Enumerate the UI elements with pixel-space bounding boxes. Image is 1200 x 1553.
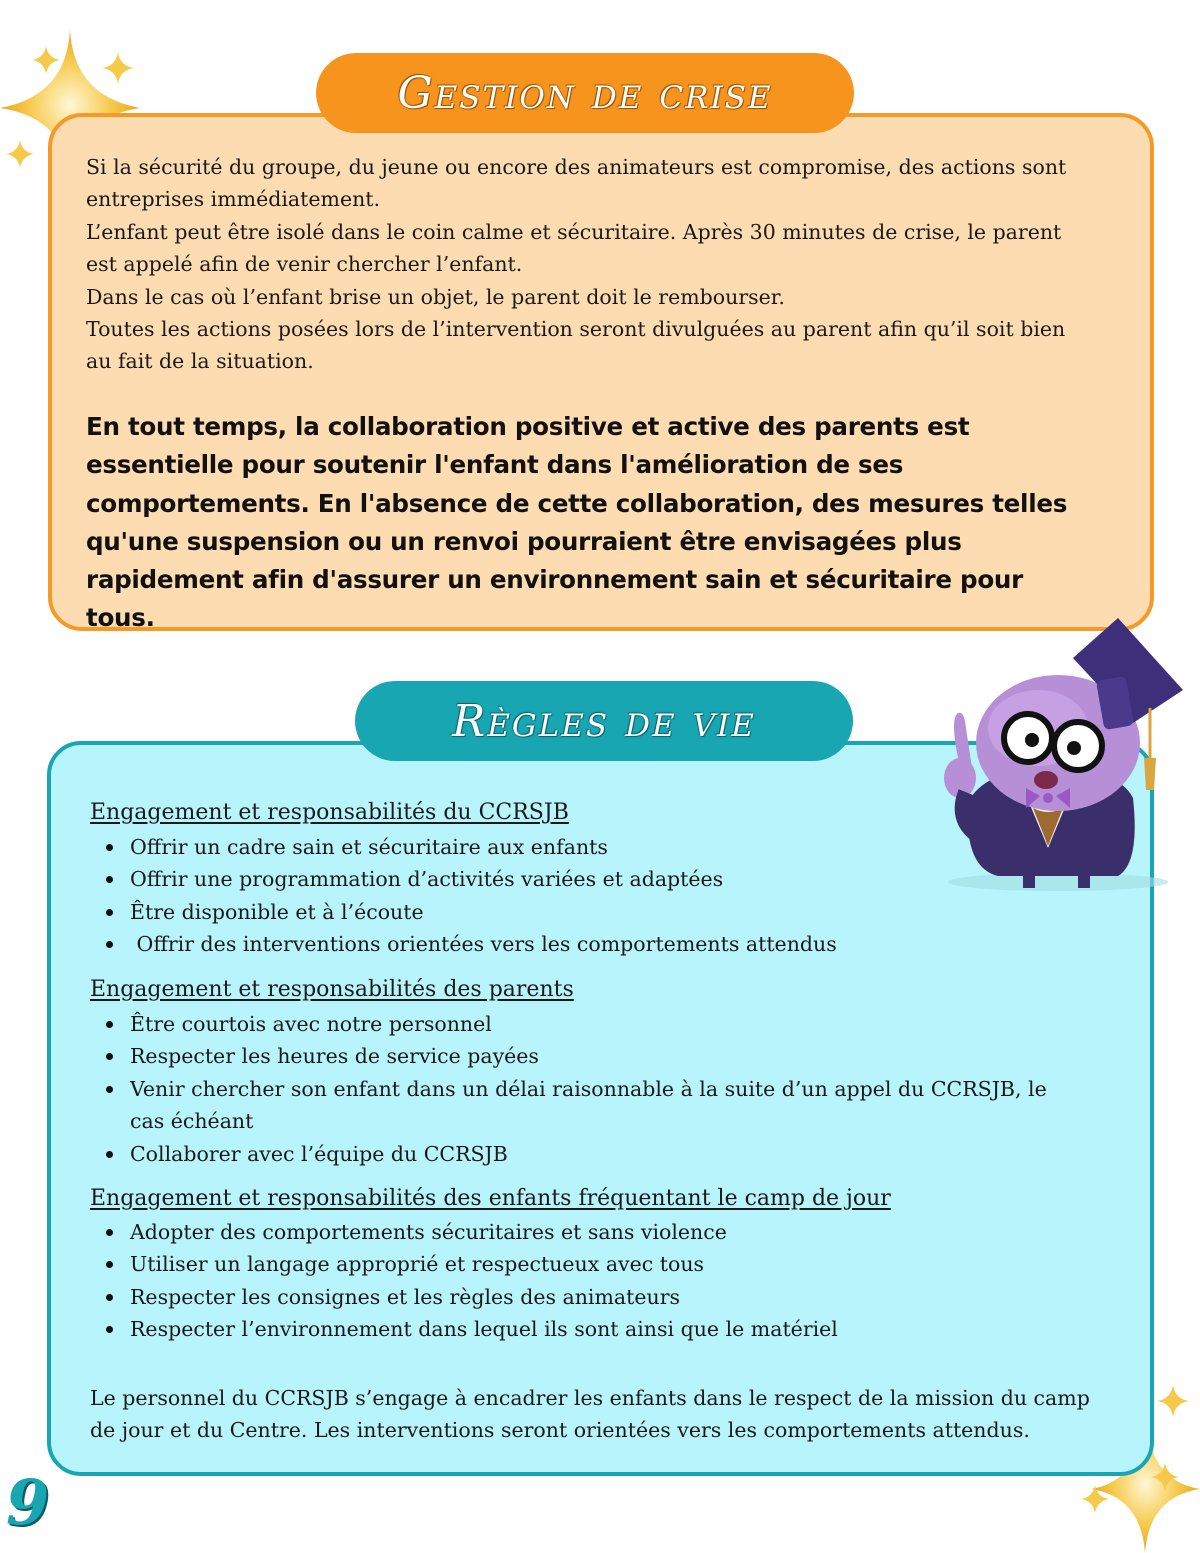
list-item: Offrir une programmation d’activités variées et adaptées [130,863,1070,895]
list-item: Être disponible et à l’écoute [130,896,1070,928]
list-item: Respecter l’environnement dans lequel ils sont ainsi que le matériel [130,1313,1070,1345]
list-item: Être courtois avec notre personnel [130,1008,1070,1040]
list-item: Venir chercher son enfant dans un délai raisonnable à la suite d’un appel du CCRSJB, le cas échéant [130,1073,1070,1138]
list-item: Respecter les consignes et les règles des animateurs [130,1281,1070,1313]
list-item: Collaborer avec l’équipe du CCRSJB [130,1138,1070,1170]
crisis-paragraph: Dans le cas où l’enfant brise un objet, le parent doit le rembourser. [86,285,785,309]
parents-list [130,1008,1070,1170]
crisis-paragraph: Si la sécurité du groupe, du jeune ou encore des animateurs est compromise, des actions sont entreprises immédiatement. [86,155,1067,212]
crisis-paragraph: L’enfant peut être isolé dans le coin calme et sécuritaire. Après 30 minutes de crise, le parent est appelé afin de venir chercher l’enfant. [86,220,1062,277]
crisis-bold-statement: En tout temps, la collaboration positive et active des parents est essentielle pour soutenir l'enfant dans l'amélioration de ses comportements. En l'absence de cette collaboration, des mesures telles qu'une suspension ou un renvoi pourraient être envisagées plus rapidement afin d'assurer un environnement sain et sécuritaire pour tous. [86,412,1068,633]
page-number: 9 [6,1466,50,1539]
closing-paragraph: Le personnel du CCRSJB s’engage à encadrer les enfants dans le respect de la mission du camp de jour et du Centre. Les interventions seront orientées vers les comportements attendus. [90,1386,1090,1443]
crisis-title-banner [316,53,854,133]
crisis-title: Gestion de crise [397,67,773,119]
list-item: Offrir un cadre sain et sécuritaire aux enfants [130,831,1070,863]
children-list [130,1216,1070,1346]
list-item: Adopter des comportements sécuritaires et sans violence [130,1216,1070,1248]
crisis-paragraph: Toutes les actions posées lors de l’intervention seront divulguées au parent afin qu’il soit bien au fait de la situation. [86,317,1066,374]
section-heading-children: Engagement et responsabilités des enfants fréquentant le camp de jour [90,1186,891,1211]
ccrsjb-list [130,831,1070,961]
section-heading-parents: Engagement et responsabilités des parents [90,977,574,1002]
list-item: Respecter les heures de service payées [130,1040,1070,1072]
rules-title: Règles de vie [452,695,756,747]
rules-title-banner [355,681,853,761]
list-item: Utiliser un langage approprié et respectueux avec tous [130,1248,1070,1280]
section-heading-ccrsjb: Engagement et responsabilités du CCRSJB [90,800,569,825]
list-item: Offrir des interventions orientées vers les comportements attendus [130,928,1070,960]
